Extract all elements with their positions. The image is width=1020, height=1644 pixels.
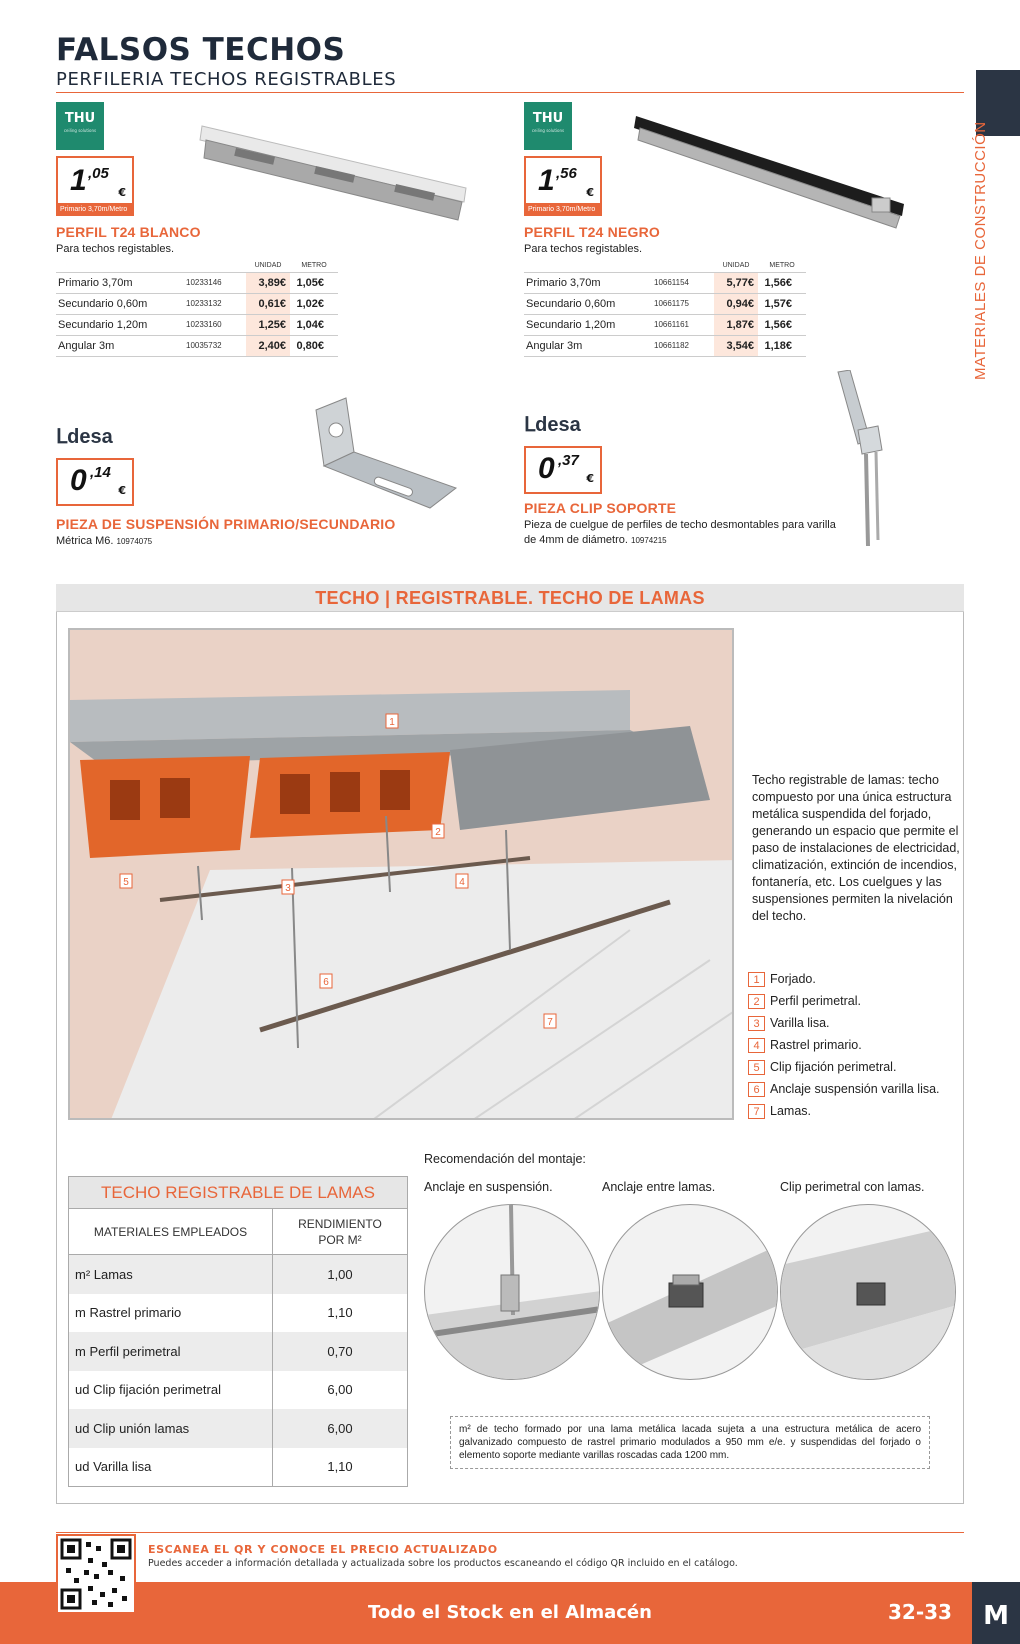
recommendation-label: Anclaje en suspensión. (424, 1180, 553, 1194)
price-tag: 0 ,14 € (56, 458, 134, 506)
section-title: TECHO | REGISTRABLE. TECHO DE LAMAS (315, 588, 705, 608)
brand-logo (972, 1582, 1020, 1644)
materials-table-title: TECHO REGISTRABLE DE LAMAS (69, 1177, 407, 1209)
detail-perimeter-clip (780, 1204, 956, 1380)
svg-text:7: 7 (547, 1017, 553, 1028)
product-desc: Para techos registables. (524, 243, 643, 255)
callout-4 (456, 874, 468, 888)
page-title: FALSOS TECHOS (56, 32, 346, 68)
col-unit: UNIDAD (254, 262, 282, 270)
detail-suspension-anchor (424, 1204, 600, 1380)
legend-item: 1 Forjado. (748, 968, 968, 990)
m-logo-icon (972, 1582, 1020, 1644)
legend-item: 7 Lamas. (748, 1100, 968, 1122)
qr-code-icon (58, 1536, 134, 1612)
brand-logo-thu: THU ceiling solutions (56, 102, 104, 150)
price-table-t24-black (524, 260, 806, 357)
legend-item: 2 Perfil perimetral. (748, 990, 968, 1012)
product-image-clip (828, 370, 898, 550)
legend-item: 6 Anclaje suspensión varilla lisa. (748, 1078, 968, 1100)
callout-1 (386, 714, 398, 728)
table-row: Secundario 0,60m 10233132 0,61€ 1,02€ (56, 293, 338, 314)
footer-bar (0, 1582, 972, 1644)
materials-table-header: MATERIALES EMPLEADOS RENDIMIENTO POR M² (69, 1209, 407, 1255)
brand-logo-desa: ᒪdesa (56, 426, 113, 448)
legend (748, 968, 968, 1122)
footer-slogan: Todo el Stock en el Almacén (368, 1602, 652, 1623)
legend-item: 3 Varilla lisa. (748, 1012, 968, 1034)
legend-item: 4 Rastrel primario. (748, 1034, 968, 1056)
table-row: m Rastrel primario 1,10 (69, 1294, 407, 1333)
product-name: PERFIL T24 BLANCO (56, 224, 201, 240)
table-row: Secundario 1,20m 10233160 1,25€ 1,04€ (56, 314, 338, 335)
svg-text:4: 4 (459, 877, 465, 888)
header-divider (56, 92, 964, 93)
callout-7 (544, 1014, 556, 1028)
scan-qr-title: ESCANEA EL QR Y CONOCE EL PRECIO ACTUALIZADO (148, 1543, 498, 1556)
brand-logo-desa: ᒪdesa (524, 414, 581, 436)
callout-3 (282, 880, 294, 894)
price-tag: 0 ,37 € (524, 446, 602, 494)
materials-table (68, 1176, 408, 1487)
legend-item: 5 Clip fijación perimetral. (748, 1056, 968, 1078)
table-row: Primario 3,70m 10661154 5,77€ 1,56€ (524, 272, 806, 293)
footer-divider (56, 1532, 964, 1533)
price-tag: 1 ,56 € Primario 3,70m/Metro (524, 156, 602, 216)
table-row: Secundario 1,20m 10661161 1,87€ 1,56€ (524, 314, 806, 335)
col-metro: METRO (769, 262, 795, 270)
callout-6 (320, 974, 332, 988)
scan-qr-desc: Puedes acceder a información detallada y actualizada sobre los productos escaneando el código QR incluido en el catálogo. (148, 1558, 738, 1569)
table-row: Angular 3m 10035732 2,40€ 0,80€ (56, 335, 338, 356)
desa-mark-icon: ᒪ (524, 414, 536, 436)
recommendation-title: Recomendación del montaje: (424, 1152, 586, 1166)
svg-text:1: 1 (389, 717, 395, 728)
price-table-t24-white (56, 260, 338, 357)
svg-text:6: 6 (323, 977, 329, 988)
product-name: PIEZA DE SUSPENSIÓN PRIMARIO/SECUNDARIO (56, 516, 396, 532)
svg-text:M: M (983, 1601, 1009, 1631)
table-row: ud Varilla lisa 1,10 (69, 1448, 407, 1487)
col-metro: METRO (301, 262, 327, 270)
technical-note: m² de techo formado por una lama metálica lacada sujeta a una estructura metálica de acero galvanizado compuesto de rastrel primario modulados a 950 mm e/e. y suspendidas del forjado o elemento soporte mediante varillas roscadas cada 1200 mm. (450, 1416, 930, 1469)
col-unit: UNIDAD (722, 262, 750, 270)
product-name: PERFIL T24 NEGRO (524, 224, 660, 240)
callout-5 (120, 874, 132, 888)
page-subtitle: PERFILERIA TECHOS REGISTRABLES (56, 69, 397, 90)
qr-code[interactable] (56, 1534, 136, 1614)
section-description: Techo registrable de lamas: techo compuesto por una única estructura metálica suspendida del forjado, generando un espacio que permite el paso de instalaciones de electricidad, climatización, extinción de incendios, fontanería, etc. Los cuelgues y las suspensiones permiten la nivelación del techo. (752, 773, 960, 923)
product-desc: Pieza de cuelgue de perfiles de techo desmontables para varilla de 4mm de diámetro. 10974215 (524, 519, 836, 546)
ceiling-illustration (68, 628, 734, 1120)
recommendation-label: Anclaje entre lamas. (602, 1180, 716, 1194)
product-image-t24-white (196, 118, 476, 222)
desa-mark-icon: ᒪ (56, 426, 68, 448)
table-row: Angular 3m 10661182 3,54€ 1,18€ (524, 335, 806, 356)
page-number: 32-33 (888, 1600, 952, 1624)
product-desc: Métrica M6. 10974075 (56, 535, 153, 547)
product-image-suspension (306, 396, 466, 514)
ceiling-drawing (70, 630, 734, 1120)
table-row: ud Clip fijación perimetral 6,00 (69, 1371, 407, 1410)
callout-2 (432, 824, 444, 838)
recommendation-label: Clip perimetral con lamas. (780, 1180, 925, 1194)
table-row: m² Lamas 1,00 (69, 1255, 407, 1294)
table-row: Secundario 0,60m 10661175 0,94€ 1,57€ (524, 293, 806, 314)
svg-text:2: 2 (435, 827, 441, 838)
table-row: m Perfil perimetral 0,70 (69, 1332, 407, 1371)
table-row: ud Clip unión lamas 6,00 (69, 1409, 407, 1448)
side-label: MATERIALES DE CONSTRUCCIÓN (972, 121, 989, 380)
product-name: PIEZA CLIP SOPORTE (524, 500, 677, 516)
product-desc: Para techos registables. (56, 243, 175, 255)
product-image-t24-black (632, 112, 912, 230)
section-header (56, 584, 964, 612)
svg-text:5: 5 (123, 877, 129, 888)
brand-logo-thu: THU ceiling solutions (524, 102, 572, 150)
detail-anchor-between-slats (602, 1204, 778, 1380)
price-tag: 1 ,05 € Primario 3,70m/Metro (56, 156, 134, 216)
svg-text:3: 3 (285, 883, 291, 894)
table-row: Primario 3,70m 10233146 3,89€ 1,05€ (56, 272, 338, 293)
